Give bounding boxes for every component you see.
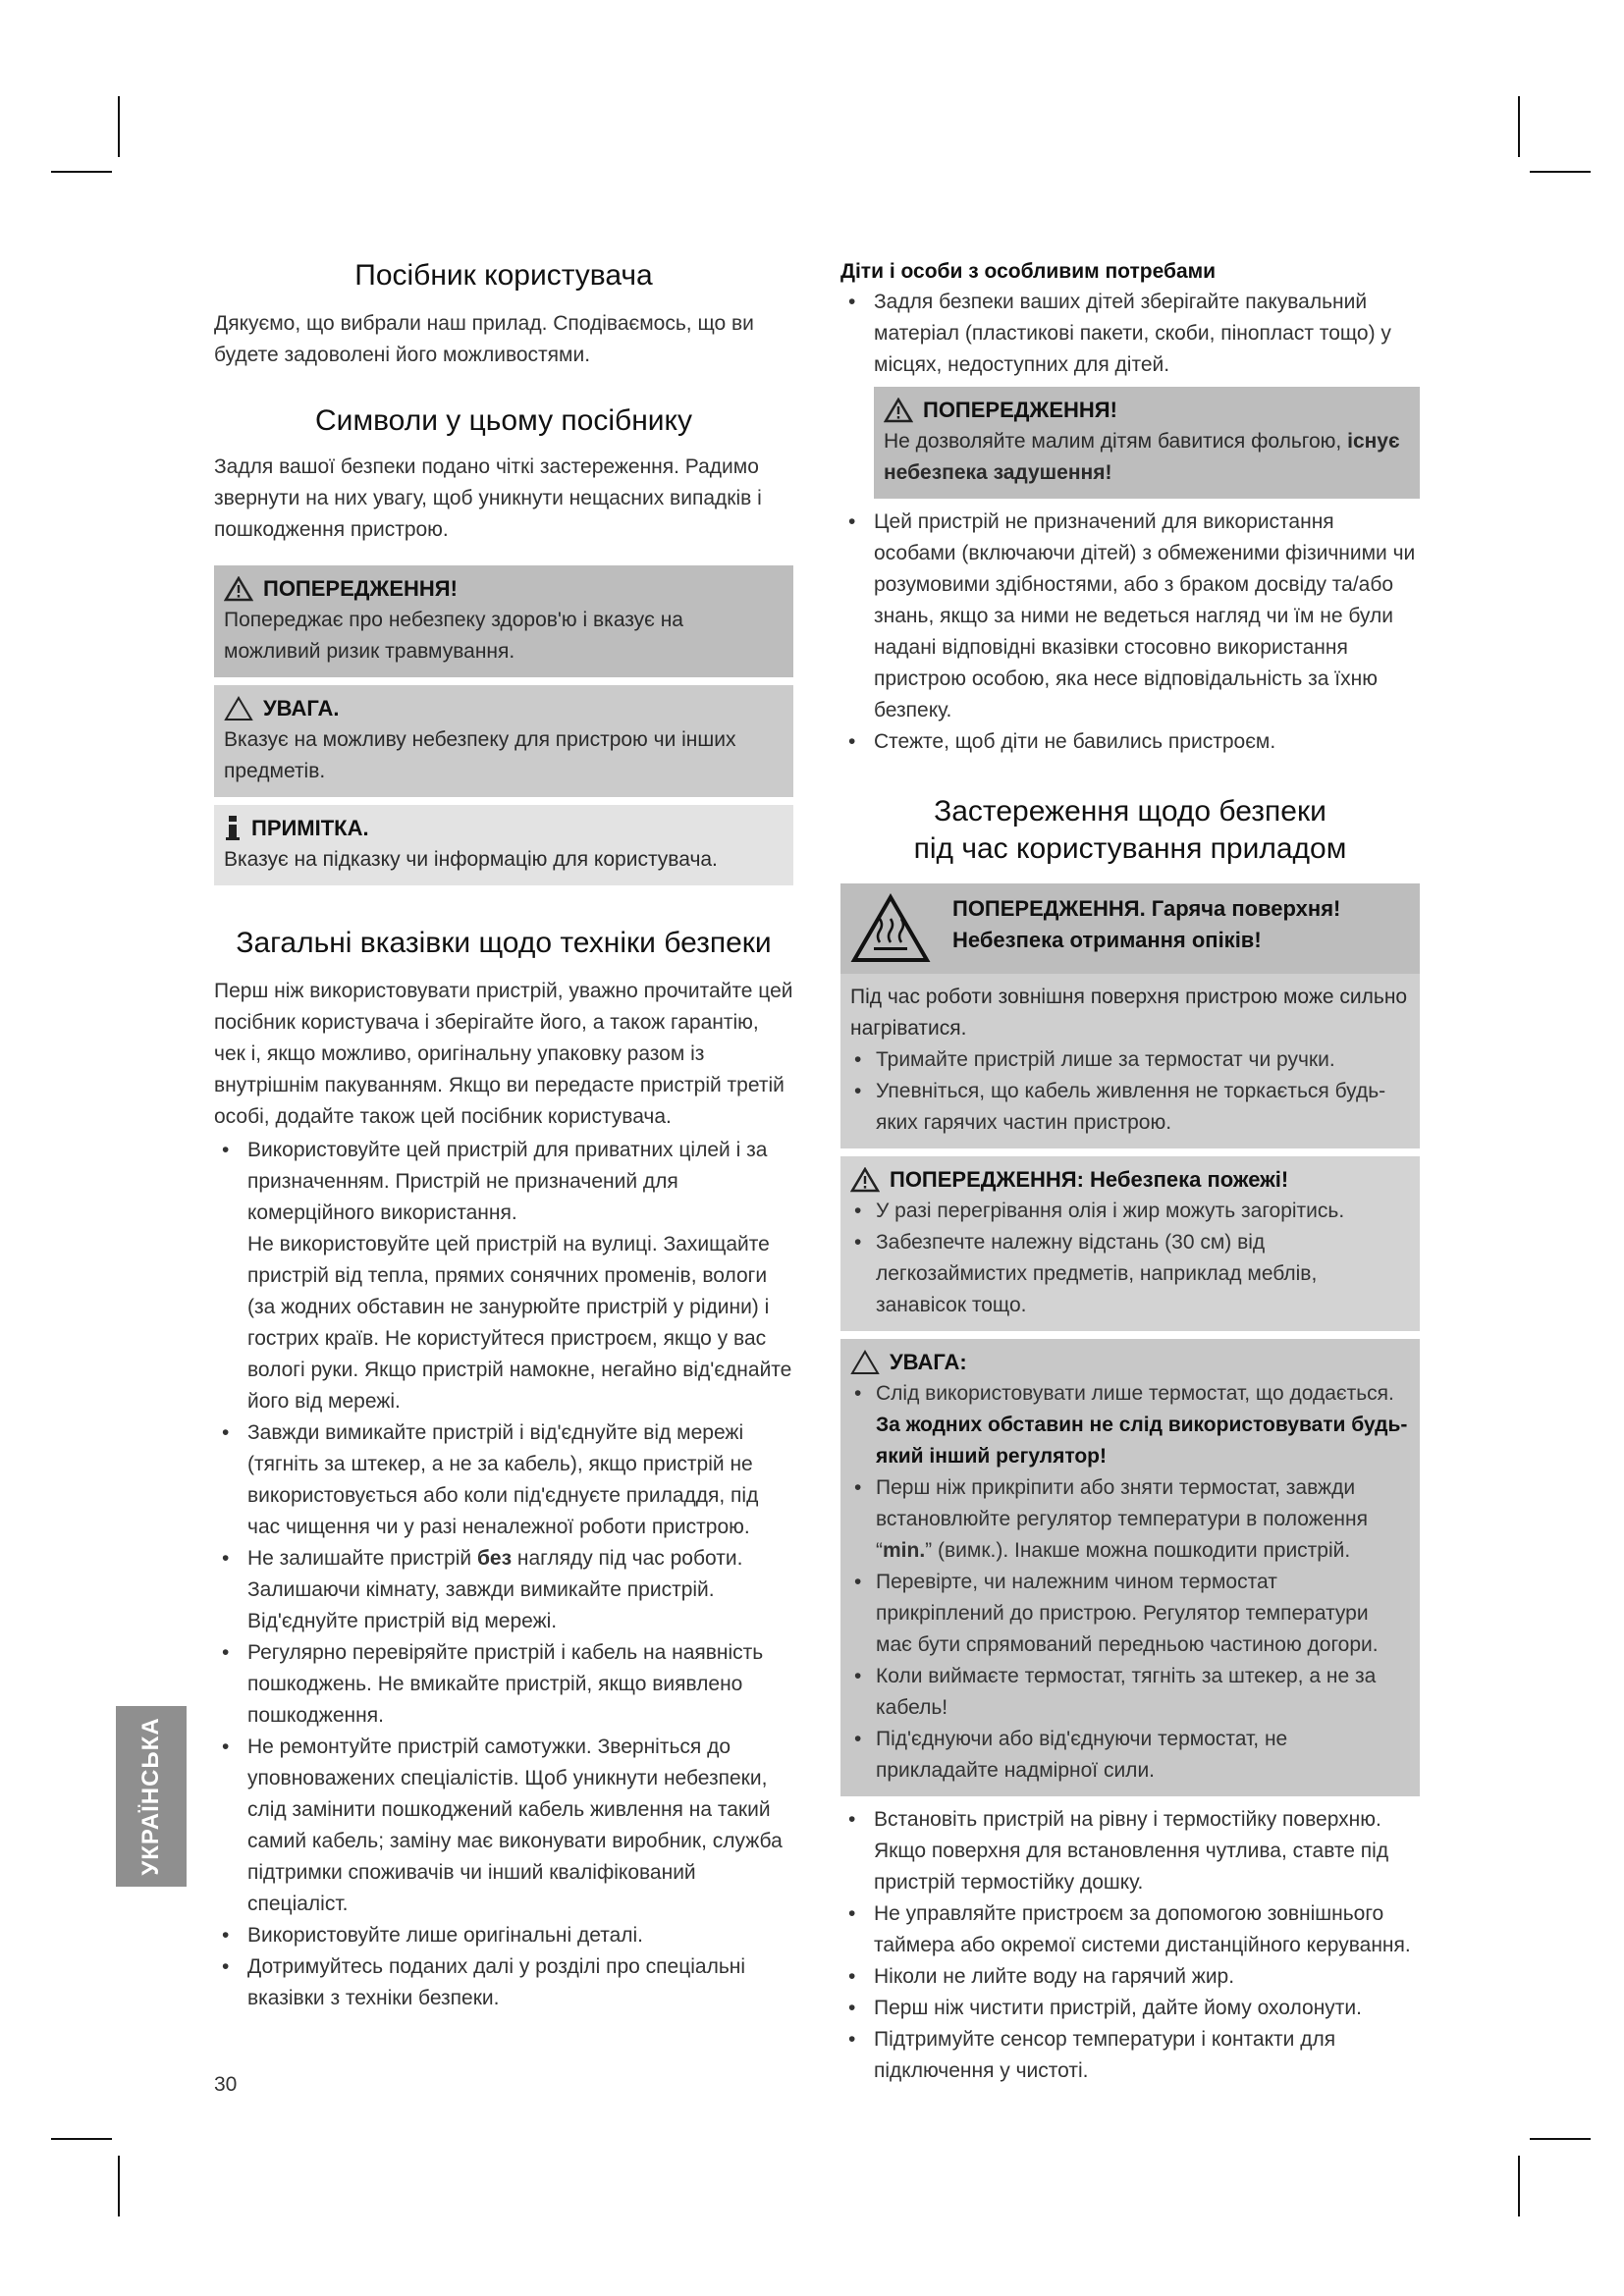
right-column xyxy=(840,257,1420,2087)
hot-surface-list xyxy=(850,1044,1410,1139)
final-list xyxy=(840,1804,1420,2087)
warning-triangle-icon xyxy=(850,1167,880,1193)
list-item: • Цей пристрій не призначений для використання особами (включаючи дітей) з обмеженими фізичними чи розумовими здібностями, або з браком досвіду та/або знань, якщо за ними не ведеться нагляд чи їм не були надані відповідні вказівки стосовно використання пристрою особою, яка несе відповідальність за їхню безпеку. xyxy=(840,507,1420,726)
list-item: • У разі перегрівання олія і жир можуть загорітись. xyxy=(850,1196,1410,1227)
caution-box-title: УВАГА. xyxy=(263,696,340,721)
general-intro: Перш ніж використовувати пристрій, уважно прочитайте цей посібник користувача і зберігайте його, а також гарантію, чек і, якщо можливо, оригінальну упаковку разом із внутрішнім пакуванням. Якщо ви передасте пристрій третій особі, додайте також цей посібник користувача. xyxy=(214,980,793,1128)
caution-thermostat-box xyxy=(840,1339,1420,1796)
foil-warning-box xyxy=(874,387,1420,499)
fire-list xyxy=(850,1196,1410,1321)
hot-surface-body xyxy=(840,974,1420,1148)
list-item: • Використовуйте лише оригінальні деталі. xyxy=(214,1920,793,1951)
language-tab xyxy=(116,1706,187,1887)
list-item: • Дотримуйтесь поданих далі у розділі про спеціальні вказівки з техніки безпеки. xyxy=(214,1951,793,2014)
thermostat-list xyxy=(850,1378,1410,1787)
hot-surface-title: ПОПЕРЕДЖЕННЯ. Гаряча поверхня! Небезпека отримання опіків! xyxy=(952,896,1341,952)
safety-heading: Застереження щодо безпеки під час користування приладом xyxy=(913,795,1347,865)
foil-box-text: Не дозволяйте малим дітям бавитися фольгою, існує небезпека задушення! xyxy=(884,430,1400,484)
caution-triangle-icon xyxy=(850,1350,880,1375)
caution-box xyxy=(214,685,793,797)
crop-mark xyxy=(1518,96,1520,157)
list-item: • Встановіть пристрій на рівну і термостійку поверхню. Якщо поверхня для встановлення чутлива, ставте під пристрій термостійку дошку. xyxy=(840,1804,1420,1898)
list-item: • Не ремонтуйте пристрій самотужки. Зверніться до уповноважених спеціалістів. Щоб уникнути небезпеки, слід замінити пошкоджений кабель живлення на такий самий кабель; заміну має виконувати виробник, служба підтримки споживачів чи інший кваліфікований спеціаліст. xyxy=(214,1732,793,1920)
left-column xyxy=(214,257,793,2014)
crop-mark xyxy=(51,171,112,173)
note-box-title: ПРИМІТКА. xyxy=(251,816,369,840)
foil-box-title: ПОПЕРЕДЖЕННЯ! xyxy=(923,398,1117,422)
list-item: • Коли виймаєте термостат, тягніть за штекер, а не за кабель! xyxy=(850,1661,1410,1724)
symbols-heading: Символи у цьому посібнику xyxy=(315,404,692,437)
list-item: • Не управляйте пристроєм за допомогою зовнішнього таймера або окремої системи дистанційного керування. xyxy=(840,1898,1420,1961)
caution-triangle-icon xyxy=(224,696,253,721)
list-item: • Ніколи не лийте воду на гарячий жир. xyxy=(840,1961,1420,1993)
page-title: Посібник користувача xyxy=(354,259,653,292)
warning-triangle-icon xyxy=(884,398,913,423)
list-item: • Перш ніж прикріпити або зняти термостат, завжди встановлюйте регулятор температури в положення “min.” (вимк.). Інакше можна пошкодити пристрій. xyxy=(850,1472,1410,1567)
fire-box-title: ПОПЕРЕДЖЕННЯ: Небезпека пожежі! xyxy=(890,1167,1289,1192)
page-number: 30 xyxy=(214,2073,238,2096)
symbols-intro: Задля вашої безпеки подано чіткі застереження. Радимо звернути на них увагу, щоб уникнути нещасних випадків і пошкодження пристрою. xyxy=(214,455,762,541)
crop-mark xyxy=(1530,171,1591,173)
list-item: • Перевірте, чи належним чином термостат прикріплений до пристрою. Регулятор температури має бути спрямований передньою частиною догори. xyxy=(850,1567,1410,1661)
note-box-text: Вказує на підказку чи інформацію для користувача. xyxy=(224,848,718,871)
list-item: • Тримайте пристрій лише за термостат чи ручки. xyxy=(850,1044,1410,1076)
crop-mark xyxy=(1518,2156,1520,2216)
children-list-2 xyxy=(840,507,1420,758)
list-item: • Під'єднуючи або від'єднуючи термостат, не прикладайте надмірної сили. xyxy=(850,1724,1410,1787)
list-item: • Регулярно перевіряйте пристрій і кабель на наявність пошкоджень. Не вмикайте пристрій, якщо виявлено пошкодження. xyxy=(214,1637,793,1732)
general-heading: Загальні вказівки щодо техніки безпеки xyxy=(236,927,772,959)
crop-mark xyxy=(118,96,120,157)
list-item: • Стежте, щоб діти не бавились пристроєм. xyxy=(840,726,1420,758)
list-item: • Завжди вимикайте пристрій і від'єднуйте від мережі (тягніть за штекер, а не за кабель), якщо пристрій не використовується або коли під'єднуєте приладдя, під час чищення чи у разі неналежної роботи пристрою. xyxy=(214,1417,793,1543)
hot-surface-text: Під час роботи зовнішня поверхня пристрою може сильно нагріватися. xyxy=(850,986,1408,1040)
list-item: • Підтримуйте сенсор температури і контакти для підключення у чистоті. xyxy=(840,2024,1420,2087)
children-heading: Діти і особи з особливим потребами xyxy=(840,260,1217,283)
warning-box-title: ПОПЕРЕДЖЕННЯ! xyxy=(263,576,458,601)
list-item: • Задля безпеки ваших дітей зберігайте пакувальний матеріал (пластикові пакети, скоби, пінопласт тощо) у місцях, недоступних для дітей. xyxy=(840,287,1420,381)
language-tab-label: УКРАЇНСЬКА xyxy=(137,1717,164,1876)
hot-surface-icon xyxy=(850,893,931,964)
crop-mark xyxy=(118,2156,120,2216)
note-box xyxy=(214,805,793,885)
hot-surface-box xyxy=(840,883,1420,974)
warning-box xyxy=(214,565,793,677)
list-item: • Забезпечте належну відстань (30 см) від легкозаймистих предметів, наприклад меблів, занавісок тощо. xyxy=(850,1227,1410,1321)
caution-box-text: Вказує на можливу небезпеку для пристрою чи інших предметів. xyxy=(224,728,736,782)
crop-mark xyxy=(1530,2138,1591,2140)
crop-mark xyxy=(51,2138,112,2140)
intro-text: Дякуємо, що вибрали наш прилад. Сподіваємось, що ви будете задоволені його можливостями. xyxy=(214,312,754,366)
children-list-1 xyxy=(840,287,1420,381)
general-list xyxy=(214,1135,793,2014)
list-item: • Перш ніж чистити пристрій, дайте йому охолонути. xyxy=(840,1993,1420,2024)
list-item: • Слід використовувати лише термостат, що додається. За жодних обставин не слід використовувати будь-який інший регулятор! xyxy=(850,1378,1410,1472)
warning-triangle-icon xyxy=(224,576,253,602)
list-item: • Не залишайте пристрій без нагляду під час роботи. Залишаючи кімнату, завжди вимикайте пристрій. Від'єднуйте пристрій від мережі. xyxy=(214,1543,793,1637)
list-item: • Упевніться, що кабель живлення не торкається будь-яких гарячих частин пристрою. xyxy=(850,1076,1410,1139)
caution2-box-title: УВАГА: xyxy=(890,1350,967,1374)
info-icon xyxy=(224,816,242,841)
warning-box-text: Попереджає про небезпеку здоров'ю і вказує на можливий ризик травмування. xyxy=(224,609,683,663)
fire-warning-box xyxy=(840,1156,1420,1331)
list-item: • Використовуйте цей пристрій для приватних цілей і за призначенням. Пристрій не призначений для комерційного використання. Не використовуйте цей пристрій на вулиці. Захищайте пристрій від тепла, прямих сонячних променів, вологи (за жодних обставин не занурюйте пристрій у рідини) і гострих країв. Не користуйтеся пристроєм, якщо у вас вологі руки. Якщо пристрій намокне, негайно від'єднайте його від мережі. xyxy=(214,1135,793,1417)
